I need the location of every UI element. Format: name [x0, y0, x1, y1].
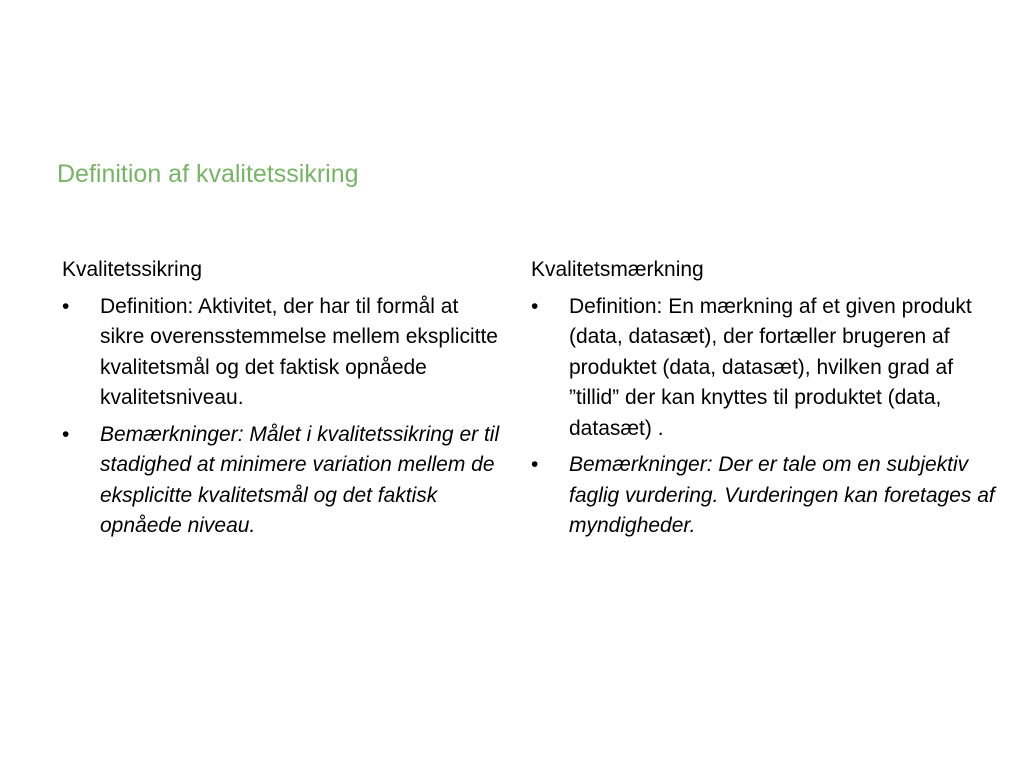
- left-column-heading: Kvalitetssikring: [62, 258, 203, 281]
- left-bullet-definition: [62, 292, 502, 414]
- left-column: [62, 255, 502, 548]
- right-bullet-definition: [531, 292, 1001, 445]
- right-column-heading: Kvalitetsmærkning: [531, 258, 704, 281]
- bullet-marker: •: [62, 422, 70, 446]
- left-bullet-remarks: [62, 420, 502, 542]
- left-remarks-text: Bemærkninger: Målet i kvalitetssikring er til stadighed at minimere variation mellem de eksplicitte kvalitetsmål og det faktisk opnåede niveau.: [100, 422, 500, 537]
- left-definition-text: Definition: Aktivitet, der har til formål at sikre overensstemmelse mellem eksplicitte kvalitetsmål og det faktisk opnåede kvalitetsniveau.: [100, 294, 498, 409]
- bullet-marker: •: [62, 294, 70, 318]
- right-definition-text: Definition: En mærkning af et given produkt (data, datasæt), der fortæller brugeren af produktet (data, datasæt), hvilken grad af ”tillid” der kan knyttes til produktet (data, datasæt) .: [569, 294, 972, 440]
- right-bullet-list: [531, 292, 1001, 542]
- right-column: [531, 255, 1001, 548]
- slide-title: Definition af kvalitetssikring: [57, 160, 359, 188]
- bullet-marker: •: [531, 453, 539, 476]
- bullet-marker: •: [531, 294, 539, 318]
- right-remarks-text: Bemærkninger: Der er tale om en subjektiv faglig vurdering. Vurderingen kan foretages af myndigheder.: [569, 453, 995, 537]
- left-bullet-list: [62, 292, 502, 542]
- right-bullet-remarks: [531, 450, 1001, 542]
